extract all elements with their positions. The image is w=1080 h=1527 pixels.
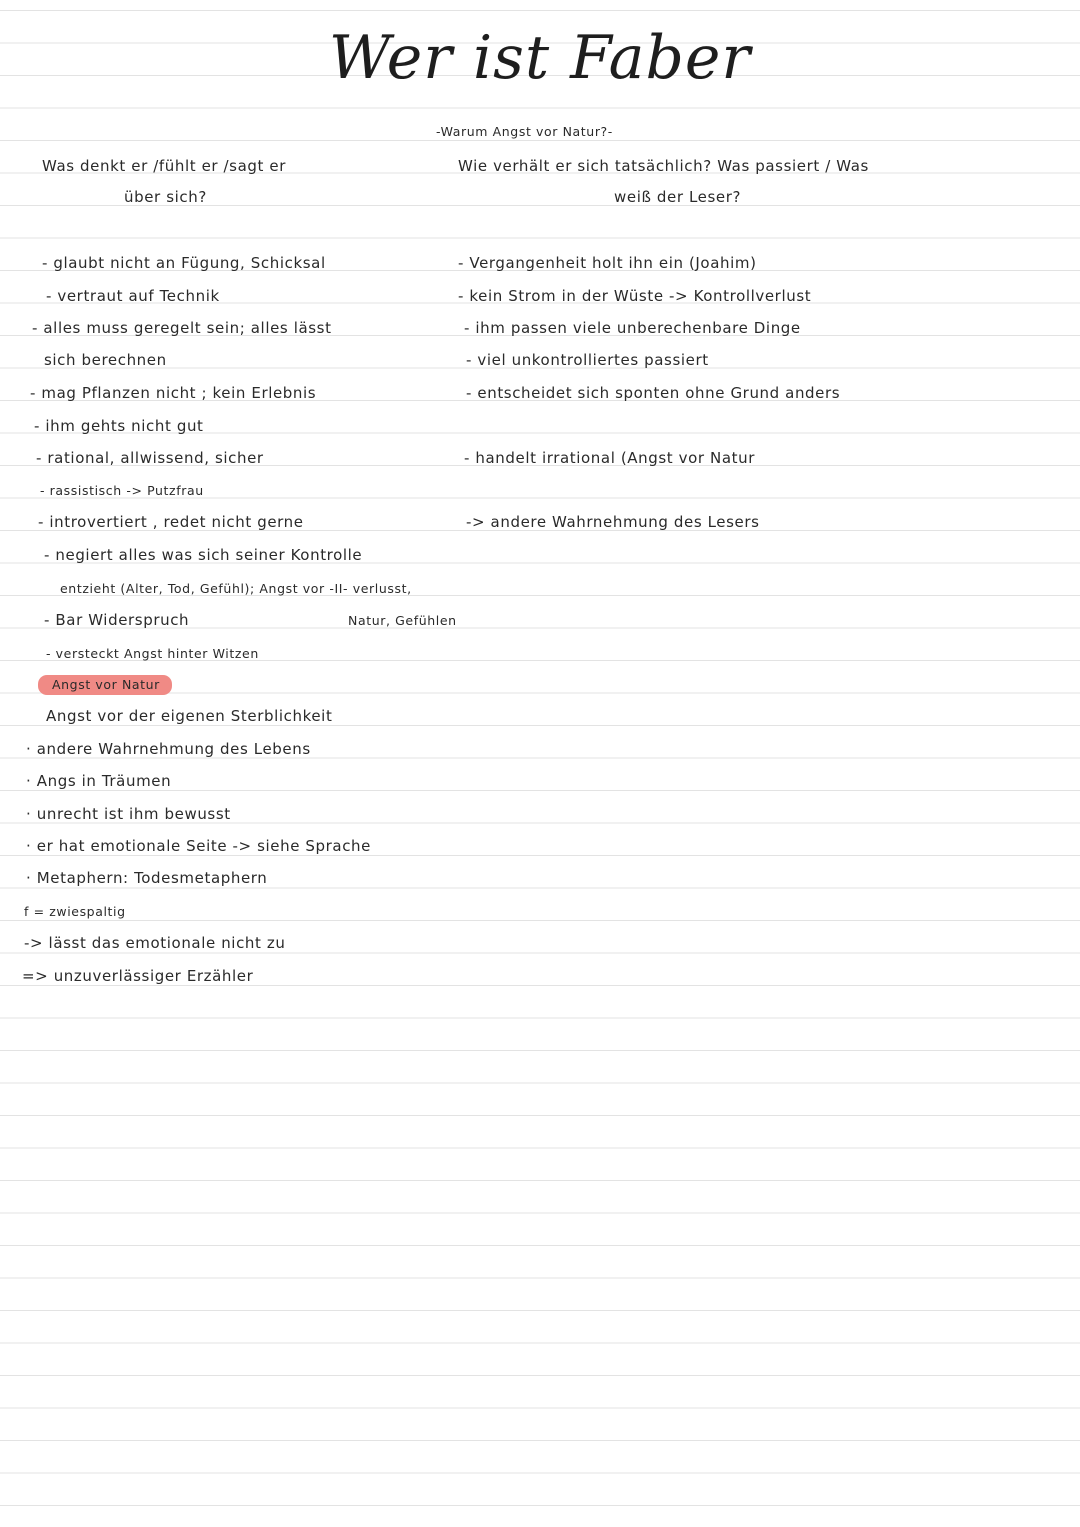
right-header-line2: weiß der Leser? [614, 188, 742, 206]
left-item: · Metaphern: Todesmetaphern [26, 869, 268, 887]
left-item: - rassistisch -> Putzfrau [40, 483, 204, 498]
right-item: - handelt irrational (Angst vor Natur [464, 449, 756, 467]
left-item: - Bar Widerspruch [44, 611, 190, 629]
left-item: · Angs in Träumen [26, 772, 172, 790]
left-item: - negiert alles was sich seiner Kontrolle [44, 546, 363, 564]
left-item: · unrecht ist ihm bewusst [26, 805, 231, 823]
left-item: f = zwiespaltig [24, 904, 126, 919]
left-item: - vertraut auf Technik [46, 287, 220, 305]
right-item: - entscheidet sich sponten ohne Grund anders [466, 384, 841, 402]
left-item: => unzuverlässiger Erzähler [22, 967, 254, 985]
left-item: Natur, Gefühlen [348, 613, 457, 628]
left-item: · andere Wahrnehmung des Lebens [26, 740, 311, 758]
left-item: -> lässt das emotionale nicht zu [24, 934, 286, 952]
left-header-line1: Was denkt er /fühlt er /sagt er [42, 157, 286, 175]
right-item: - ihm passen viele unberechenbare Dinge [464, 319, 801, 337]
left-item: Angst vor der eigenen Sterblichkeit [46, 707, 333, 725]
page-title: Wer ist Faber [328, 23, 752, 93]
subtitle: -Warum Angst vor Natur?- [436, 124, 613, 139]
right-header-line1: Wie verhält er sich tatsächlich? Was passiert / Was [458, 157, 869, 175]
highlighted-item: Angst vor Natur [38, 675, 172, 695]
left-item: - mag Pflanzen nicht ; kein Erlebnis [30, 384, 317, 402]
right-item: - kein Strom in der Wüste -> Kontrollverlust [458, 287, 812, 305]
right-item: - Vergangenheit holt ihn ein (Joahim) [458, 254, 757, 272]
left-item: · er hat emotionale Seite -> siehe Sprache [26, 837, 371, 855]
left-item: - versteckt Angst hinter Witzen [46, 646, 259, 661]
right-item: -> andere Wahrnehmung des Lesers [466, 513, 760, 531]
right-item: - viel unkontrolliertes passiert [466, 351, 709, 369]
left-item: sich berechnen [44, 351, 167, 369]
left-item: - ihm gehts nicht gut [34, 417, 204, 435]
left-header-line2: über sich? [124, 188, 207, 206]
left-item: - alles muss geregelt sein; alles lässt [32, 319, 332, 337]
left-item: - glaubt nicht an Fügung, Schicksal [42, 254, 326, 272]
left-item: - introvertiert , redet nicht gerne [38, 513, 304, 531]
left-item: - rational, allwissend, sicher [36, 449, 264, 467]
left-item: entzieht (Alter, Tod, Gefühl); Angst vor -II- verlusst, [60, 581, 412, 596]
